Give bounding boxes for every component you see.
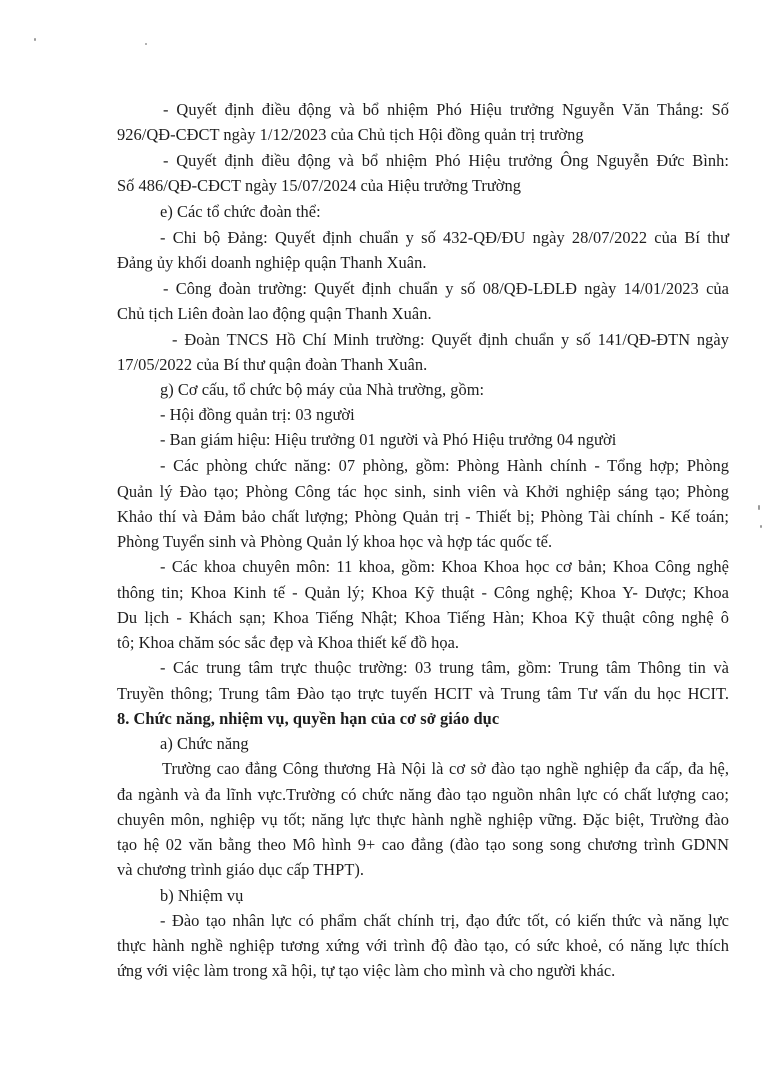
text-line: - Chi bộ Đảng: Quyết định chuẩn y số 432-QĐ/ĐU ngày 28/07/2022 của Bí thư <box>160 228 729 247</box>
text-line: 926/QĐ-CĐCT ngày 1/12/2023 của Chủ tịch Hội đồng quản trị trường <box>117 125 584 144</box>
text-line: - Quyết định điều động và bổ nhiệm Phó Hiệu trưởng Nguyễn Văn Thắng: Số <box>163 100 729 119</box>
text-line: 17/05/2022 của Bí thư quận đoàn Thanh Xuân. <box>117 355 428 374</box>
text-line: Đảng ủy khối doanh nghiệp quận Thanh Xuân. <box>117 253 427 272</box>
text-line: thông tin; Khoa Kinh tế - Quản lý; Khoa Kỹ thuật - Công nghệ; Khoa Y- Dược; Khoa <box>117 583 729 602</box>
text-line: - Ban giám hiệu: Hiệu trưởng 01 người và Phó Hiệu trưởng 04 người <box>160 430 617 449</box>
text-line: - Đoàn TNCS Hồ Chí Minh trường: Quyết định chuẩn y số 141/QĐ-ĐTN ngày <box>172 330 729 349</box>
text-line: Phòng Tuyển sinh và Phòng Quản lý khoa học và hợp tác quốc tế. <box>117 532 553 551</box>
scan-speck <box>758 505 760 510</box>
text-line: - Đào tạo nhân lực có phẩm chất chính trị, đạo đức tốt, có kiến thức và năng lực <box>160 911 729 930</box>
text-line: Khảo thí và Đảm bảo chất lượng; Phòng Quản trị - Thiết bị; Phòng Tài chính - Kế toán; <box>117 507 729 526</box>
text-line: thực hành nghề nghiệp tương xứng với trình độ đào tạo, có sức khoẻ, có năng lực thích <box>117 936 729 955</box>
text-line: Du lịch - Khách sạn; Khoa Tiếng Nhật; Khoa Tiếng Hàn; Khoa Kỹ thuật công nghệ ô <box>117 608 729 627</box>
scan-speck <box>34 38 36 41</box>
text-line: Trường cao đẳng Công thương Hà Nội là cơ sở đào tạo nghề nghiệp đa cấp, đa hệ, <box>162 759 729 778</box>
text-line: Quản lý Đào tạo; Phòng Công tác học sinh, sinh viên và Khởi nghiệp sáng tạo; Phòng <box>117 482 729 501</box>
scan-speck <box>760 525 762 528</box>
text-line: - Công đoàn trường: Quyết định chuẩn y số 08/QĐ-LĐLĐ ngày 14/01/2023 của <box>163 279 729 298</box>
text-line: - Các khoa chuyên môn: 11 khoa, gồm: Khoa Khoa học cơ bản; Khoa Công nghệ <box>160 557 729 576</box>
text-line: tô; Khoa chăm sóc sắc đẹp và Khoa thiết kế đồ họa. <box>117 633 460 652</box>
section-heading: 8. Chức năng, nhiệm vụ, quyền hạn của cơ sở giáo dục <box>117 709 500 728</box>
text-line: Số 486/QĐ-CĐCT ngày 15/07/2024 của Hiệu trưởng Trường <box>117 176 521 195</box>
text-line: - Các trung tâm trực thuộc trường: 03 trung tâm, gồm: Trung tâm Thông tin và <box>160 658 729 677</box>
text-line: và chương trình giáo dục cấp THPT). <box>117 860 365 879</box>
scan-speck <box>145 43 147 45</box>
text-line: a) Chức năng <box>160 734 249 753</box>
text-line: - Quyết định điều động và bổ nhiệm Phó Hiệu trưởng Ông Nguyễn Đức Bình: <box>163 151 729 170</box>
text-line: e) Các tổ chức đoàn thể: <box>160 202 321 221</box>
text-line: ứng với việc làm trong xã hội, tự tạo việc làm cho mình và cho người khác. <box>117 961 616 980</box>
text-line: Truyền thông; Trung tâm Đào tạo trực tuyến HCIT và Trung tâm Tư vấn du học HCIT. <box>117 684 729 703</box>
text-line: tạo hệ 02 văn bằng theo Mô hình 9+ cao đẳng (đào tạo song song chương trình GDNN <box>117 835 729 854</box>
text-line: chuyên môn, nghiệp vụ tốt; năng lực thực hành nghề nghiệp vững. Đặc biệt, Trường đào <box>117 810 729 829</box>
text-line: Chủ tịch Liên đoàn lao động quận Thanh Xuân. <box>117 304 432 323</box>
text-line: đa ngành và đa lĩnh vực.Trường có chức năng đào tạo nguồn nhân lực có chất lượng cao; <box>117 785 729 804</box>
text-line: g) Cơ cấu, tổ chức bộ máy của Nhà trường, gồm: <box>160 380 485 399</box>
text-line: - Các phòng chức năng: 07 phòng, gồm: Phòng Hành chính - Tổng hợp; Phòng <box>160 456 729 475</box>
text-line: b) Nhiệm vụ <box>160 886 244 905</box>
text-line: - Hội đồng quản trị: 03 người <box>160 405 355 424</box>
